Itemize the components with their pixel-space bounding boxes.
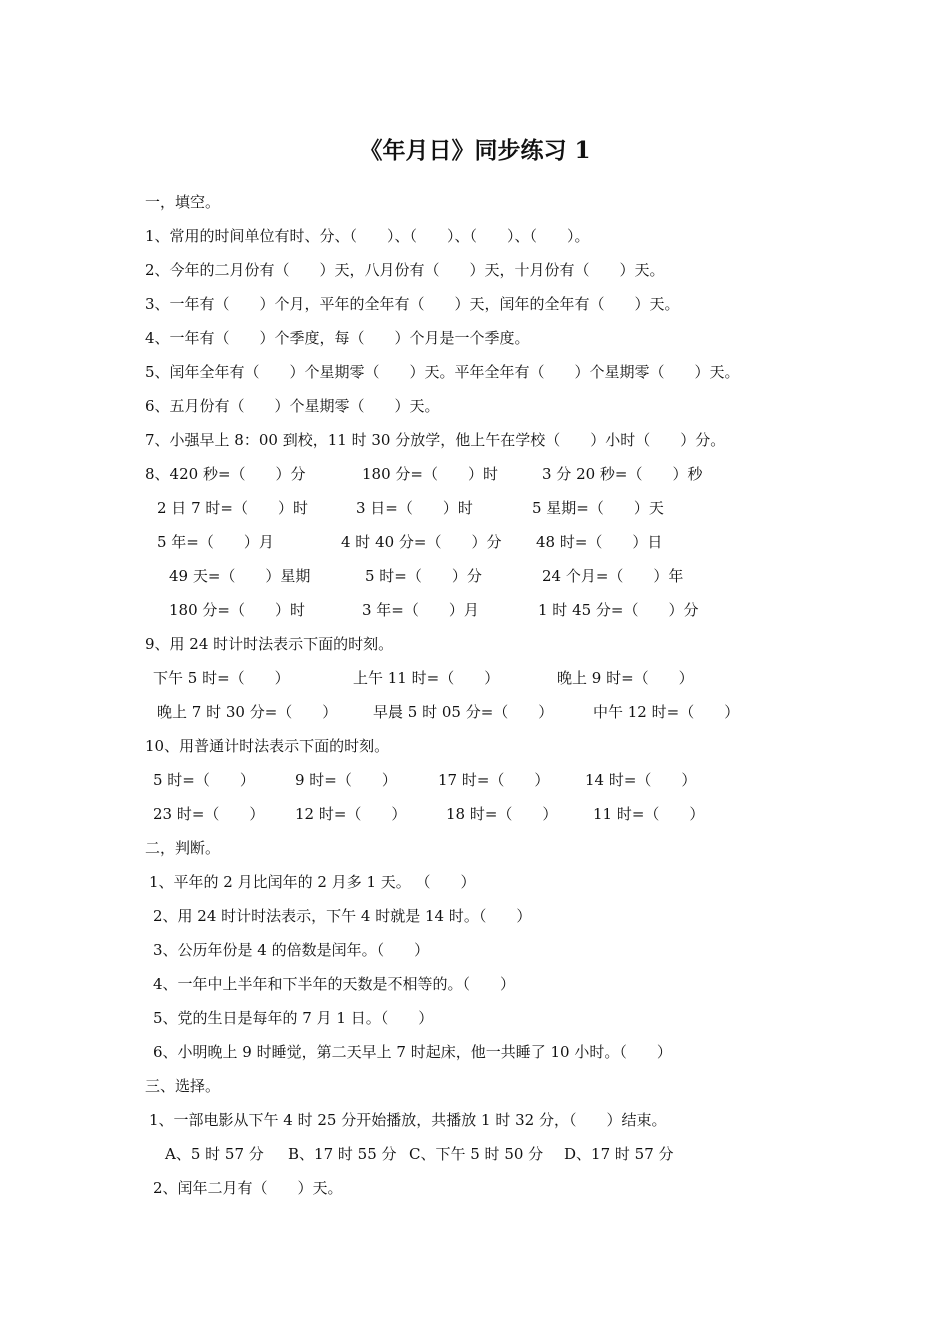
q9-row1-col1: 下午 5 时=（ ） xyxy=(153,669,290,687)
judge-item-2: 2、用 24 时计时法表示，下午 4 时就是 14 时。（ ） xyxy=(153,907,532,925)
q8-row3-col2: 4 时 40 分=（ ）分 xyxy=(341,533,502,551)
q8-row5-col2: 3 年=（ ）月 xyxy=(362,601,479,619)
question-6: 6、五月份有（ ）个星期零（ ）天。 xyxy=(145,397,440,415)
q9-row1-col3: 晚上 9 时=（ ） xyxy=(557,669,694,687)
q8-row4-col3: 24 个月=（ ）年 xyxy=(542,567,684,585)
q8-row1-col1: 8、420 秒=（ ）分 xyxy=(145,465,306,483)
q8-row2-col2: 3 日=（ ）时 xyxy=(356,499,473,517)
page-title: 《年月日》同步练习 1 xyxy=(359,137,591,164)
q10-row2-col4: 11 时=（ ） xyxy=(593,805,705,823)
q8-row3-col1: 5 年=（ ）月 xyxy=(157,533,274,551)
q10-row2-col2: 12 时=（ ） xyxy=(295,805,407,823)
judge-item-1: 1、平年的 2 月比闰年的 2 月多 1 天。 （ ） xyxy=(149,873,476,891)
q9-row2-col3: 中午 12 时=（ ） xyxy=(593,703,740,721)
q8-row4-col1: 49 天=（ ）星期 xyxy=(169,567,311,585)
q9-row2-col2: 早晨 5 时 05 分=（ ） xyxy=(373,703,554,721)
q9-row2-col1: 晚上 7 时 30 分=（ ） xyxy=(157,703,338,721)
question-1: 1、常用的时间单位有时、分、（ ）、（ ）、（ ）、（ ）。 xyxy=(145,227,590,245)
q10-row1-col3: 17 时=（ ） xyxy=(438,771,550,789)
section-heading-true-false: 二，判断。 xyxy=(145,839,221,857)
question-9: 9、用 24 时计时法表示下面的时刻。 xyxy=(145,635,394,653)
question-4: 4、一年有（ ）个季度，每（ ）个月是一个季度。 xyxy=(145,329,530,347)
q8-row5-col1: 180 分=（ ）时 xyxy=(169,601,305,619)
choice-option-d: D、17 时 57 分 xyxy=(564,1145,674,1163)
q8-row3-col3: 48 时=（ ）日 xyxy=(536,533,663,551)
q8-row2-col3: 5 星期=（ ）天 xyxy=(532,499,664,517)
q10-row1-col4: 14 时=（ ） xyxy=(585,771,697,789)
q8-row5-col3: 1 时 45 分=（ ）分 xyxy=(538,601,699,619)
judge-item-5: 5、党的生日是每年的 7 月 1 日。（ ） xyxy=(153,1009,434,1027)
section-heading-multiple-choice: 三、选择。 xyxy=(145,1077,221,1095)
question-10: 10、用普通计时法表示下面的时刻。 xyxy=(145,737,390,755)
question-3: 3、一年有（ ）个月，平年的全年有（ ）天，闰年的全年有（ ）天。 xyxy=(145,295,680,313)
judge-item-4: 4、一年中上半年和下半年的天数是不相等的。（ ） xyxy=(153,975,516,993)
question-2: 2、今年的二月份有（ ）天，八月份有（ ）天，十月份有（ ）天。 xyxy=(145,261,665,279)
q8-row1-col3: 3 分 20 秒=（ ）秒 xyxy=(542,465,703,483)
choice-option-b: B、17 时 55 分 xyxy=(288,1145,397,1163)
q10-row1-col2: 9 时=（ ） xyxy=(295,771,397,789)
q9-row1-col2: 上午 11 时=（ ） xyxy=(353,669,500,687)
q8-row2-col1: 2 日 7 时=（ ）时 xyxy=(157,499,308,517)
question-7: 7、小强早上 8：00 到校，11 时 30 分放学，他上午在学校（ ）小时（ ）分。 xyxy=(145,431,726,449)
judge-item-3: 3、公历年份是 4 的倍数是闰年。（ ） xyxy=(153,941,430,959)
section-heading-fill-blank: 一，填空。 xyxy=(145,193,221,211)
choice-question-1: 1、一部电影从下午 4 时 25 分开始播放，共播放 1 时 32 分，（ ）结束。 xyxy=(149,1111,667,1129)
q10-row1-col1: 5 时=（ ） xyxy=(153,771,255,789)
q8-row1-col2: 180 分=（ ）时 xyxy=(362,465,498,483)
choice-option-a: A、5 时 57 分 xyxy=(165,1145,264,1163)
choice-question-2: 2、闰年二月有（ ）天。 xyxy=(153,1179,343,1197)
choice-option-c: C、下午 5 时 50 分 xyxy=(409,1145,544,1163)
q8-row4-col2: 5 时=（ ）分 xyxy=(365,567,482,585)
judge-item-6: 6、小明晚上 9 时睡觉，第二天早上 7 时起床，他一共睡了 10 小时。（ ） xyxy=(153,1043,672,1061)
q10-row2-col3: 18 时=（ ） xyxy=(446,805,558,823)
question-5: 5、闰年全年有（ ）个星期零（ ）天。平年全年有（ ）个星期零（ ）天。 xyxy=(145,363,740,381)
q10-row2-col1: 23 时=（ ） xyxy=(153,805,265,823)
